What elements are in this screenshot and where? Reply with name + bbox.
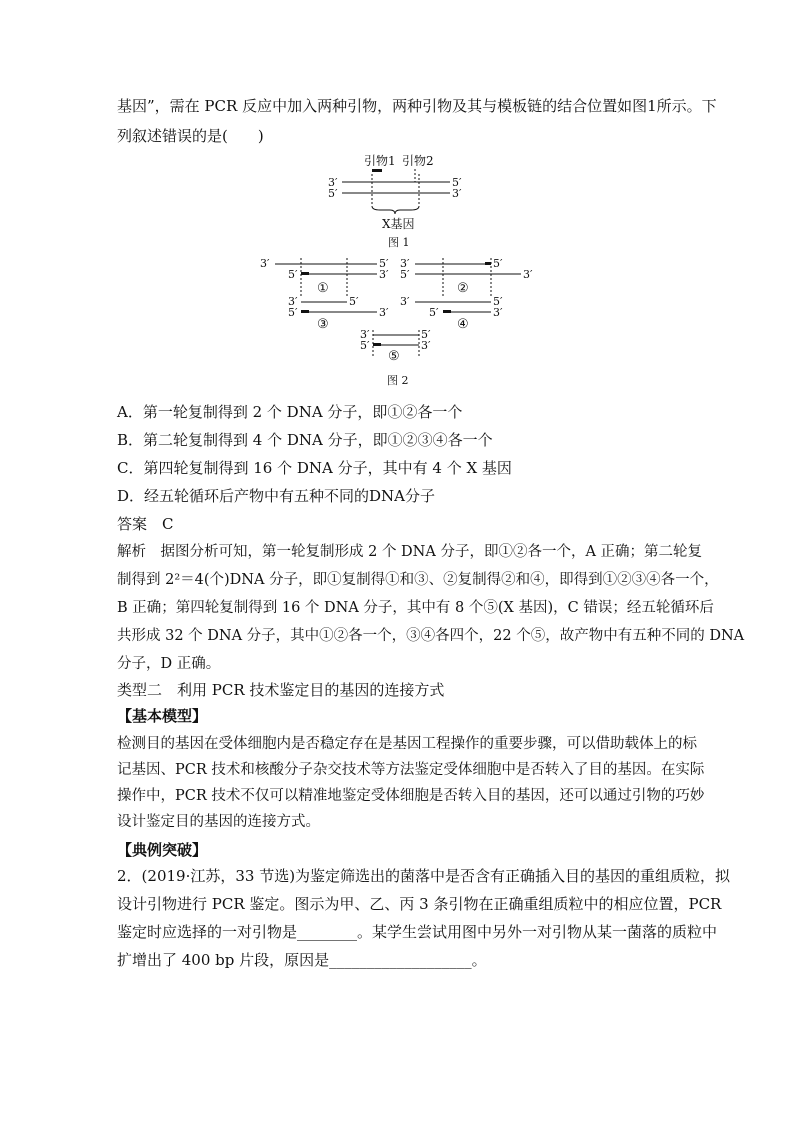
molecule-2 [400, 257, 533, 296]
label-4: ④ [457, 317, 469, 332]
mol5-bottom-end-3: 3′ [421, 339, 431, 352]
basic-model-heading: 【基本模型】 [117, 707, 208, 725]
label-3: ③ [317, 317, 329, 332]
figure-1 [320, 152, 480, 250]
mol4-end-5: 5′ [493, 295, 503, 308]
mol3-end-3: 3′ [288, 295, 298, 308]
fig1-bottom-left-end: 5′ [328, 187, 338, 200]
model-line-1: 检测目的基因在受体细胞内是否稳定存在是基因工程操作的重要步骤，可以借助载体上的标 [117, 736, 697, 752]
figure-1-caption: 图 1 [388, 236, 410, 249]
mol2-end-5: 5′ [493, 257, 503, 270]
label-2: ② [457, 281, 469, 296]
mol2-end-3: 3′ [400, 257, 410, 270]
q2-line-4: 扩增出了 400 bp 片段，原因是___________________。 [117, 951, 487, 969]
x-gene-label: X基因 [382, 217, 415, 231]
stem-line-2: 列叙述错误的是( ) [117, 127, 264, 145]
mol4-short-end-5: 5′ [429, 306, 439, 319]
mol3-end-5: 5′ [349, 295, 359, 308]
figure-2-caption: 图 2 [387, 374, 409, 387]
analysis-line-1: 解析 据图分析可知，第一轮复制形成 2 个 DNA 分子，即①②各一个，A 正确；第二轮复 [117, 544, 703, 560]
molecule-3 [288, 295, 389, 332]
mol4-short-end-3: 3′ [493, 306, 503, 319]
mol1-end-3: 3′ [260, 257, 270, 270]
mol1-new-end-3: 3′ [379, 268, 389, 281]
molecule-1 [260, 257, 389, 296]
mol2-template-end-5: 5′ [400, 268, 410, 281]
fig1-top-left-end: 3′ [328, 176, 338, 189]
mol3-new-end-3: 3′ [379, 306, 389, 319]
primer2-label: 引物2 [402, 154, 434, 168]
figure-2 [255, 254, 545, 388]
mol1-end-5: 5′ [379, 257, 389, 270]
x-gene-brace [372, 206, 419, 214]
mol1-new-end-5: 5′ [288, 268, 298, 281]
mol2-primer [485, 262, 491, 265]
answer: 答案 C [117, 515, 174, 533]
model-line-4: 设计鉴定目的基因的连接方式。 [117, 814, 320, 830]
q2-line-3: 鉴定时应选择的一对引物是________。某学生尝试用图中另外一对引物从某一菌落的质粒中 [117, 923, 718, 941]
option-d: D．经五轮循环后产物中有五种不同的DNA分子 [117, 487, 436, 505]
example-heading: 【典例突破】 [117, 841, 208, 859]
q2-line-1: 2．(2019·江苏，33 节选)为鉴定筛选出的菌落中是否含有正确插入目的基因的重组质粒，拟 [117, 867, 731, 885]
mol3-new-end-5: 5′ [288, 306, 298, 319]
option-c: C．第四轮复制得到 16 个 DNA 分子，其中有 4 个 X 基因 [117, 459, 512, 477]
analysis-line-3: B 正确；第四轮复制得到 16 个 DNA 分子，其中有 8 个⑤(X 基因)，C 错误；经五轮循环后 [117, 600, 714, 616]
mol5-bottom-end-5: 5′ [360, 339, 370, 352]
analysis-line-5: 分子，D 正确。 [117, 656, 221, 672]
q2-line-2: 设计引物进行 PCR 鉴定。图示为甲、乙、丙 3 条引物在正确重组质粒中的相应位置，PCR [117, 895, 722, 913]
mol5-end-3: 3′ [360, 328, 370, 341]
molecule-4 [400, 295, 503, 332]
label-5: ⑤ [388, 349, 400, 364]
mol5-end-5: 5′ [421, 328, 431, 341]
mol2-template-end-3: 3′ [523, 268, 533, 281]
model-line-2: 记基因、PCR 技术和核酸分子杂交技术等方法鉴定受体细胞中是否转入了目的基因。在实际 [117, 762, 705, 778]
mol4-end-3: 3′ [400, 295, 410, 308]
type2-title: 类型二 利用 PCR 技术鉴定目的基因的连接方式 [117, 681, 445, 699]
label-1: ① [317, 281, 329, 296]
option-a: A．第一轮复制得到 2 个 DNA 分子，即①②各一个 [117, 403, 463, 421]
primer1-label: 引物1 [364, 154, 396, 168]
stem-line-1: 基因”，需在 PCR 反应中加入两种引物，两种引物及其与模板链的结合位置如图1所示。下 [117, 97, 717, 115]
primer1-mark [372, 169, 382, 172]
model-line-3: 操作中，PCR 技术不仅可以精准地鉴定受体细胞是否转入目的基因，还可以通过引物的巧妙 [117, 788, 705, 804]
analysis-line-4: 共形成 32 个 DNA 分子，其中①②各一个，③④各四个，22 个⑤，故产物中有五种不同的 DNA [117, 628, 745, 644]
analysis-line-2: 制得到 2²＝4(个)DNA 分子，即①复制得①和③、②复制得②和④，即得到①②③④各一个， [117, 572, 719, 588]
fig1-top-right-end: 5′ [452, 176, 462, 189]
fig1-bottom-right-end: 3′ [452, 187, 462, 200]
option-b: B．第二轮复制得到 4 个 DNA 分子，即①②③④各一个 [117, 431, 493, 449]
molecule-5 [360, 328, 431, 364]
